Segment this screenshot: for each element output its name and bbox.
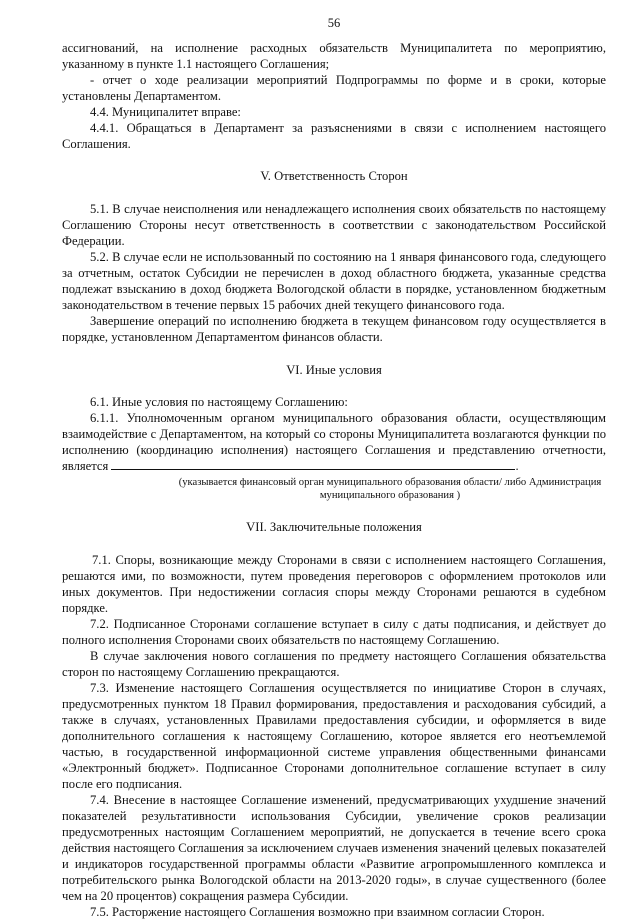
paragraph-7-5: 7.5. Расторжение настоящего Соглашения возможно при взаимном согласии Сторон. (90, 905, 545, 919)
fill-in-note: (указывается финансовый орган муниципального образования области/ либо Администрация муниципального образования ) (178, 477, 602, 501)
page-number: 56 (327, 16, 341, 30)
paragraph-6-1-1-text: 6.1.1. Уполномоченным органом муниципального образования области, осуществляющим взаимодействие с Департаментом, на который со стороны Муниципалитета возлагаются функции по исполнению (координацию исполнения) настоящего Соглашения и представлению отчетности, является (62, 411, 606, 473)
paragraph-report: - отчет о ходе реализации мероприятий Подпрограммы по форме и в сроки, которые установлены Департаментом. (62, 73, 606, 103)
paragraph-6-1: 6.1. Иные условия по настоящему Соглашению: (90, 395, 348, 409)
paragraph-7-2: 7.2. Подписанное Сторонами соглашение вступает в силу с даты подписания, и действует до полного исполнения Сторонами своих обязательств по настоящему Соглашению. (62, 617, 606, 647)
paragraph-7-4: 7.4. Внесение в настоящее Соглашение изменений, предусматривающих ухудшение значений показателей результативности использования Субсидии, увеличение сроков реализации предусмотренных настоящим Соглашением мероприятий, не допускается в течение всего срока действия настоящего Соглашения за исключением случаев изменения значений целевых показателей и индикаторов государственной программы области «Развитие агропромышленного комплекса и потребительского рынка Вологодской области на 2013-2020 годы», в случае существенного (более чем на 20 процентов) сокращения размера Субсидии. (62, 793, 606, 903)
paragraph-5-2-completion: Завершение операций по исполнению бюджета в текущем финансовом году осуществляется в порядке, установленном Департаментом финансов области. (62, 314, 606, 344)
paragraph-7-1: 7.1. Споры, возникающие между Сторонами в связи с исполнением настоящего Соглашения, решаются ими, по возможности, путем проведения переговоров с оформлением протоколов или иных документов. При недостижении согласия споры между Сторонами решаются в судебном порядке. (62, 553, 606, 615)
paragraph-7-2-new-agreement: В случае заключения нового соглашения по предмету настоящего Соглашения обязательства сторон по настоящему Соглашению прекращаются. (62, 649, 606, 679)
section-5-heading: V. Ответственность Сторон (260, 169, 408, 183)
paragraph-4-4: 4.4. Муниципалитет вправе: (90, 105, 241, 119)
paragraph-6-1-1 (62, 410, 606, 474)
paragraph-5-1: 5.1. В случае неисполнения или ненадлежащего исполнения своих обязательств по настоящему Соглашению Стороны несут ответственность в соответствии с законодательством Российской Федерации. (62, 202, 606, 248)
paragraph-4-4-1: 4.4.1. Обращаться в Департамент за разъяснениями в связи с исполнением настоящего Соглашения. (62, 121, 606, 151)
paragraph-continuation: ассигнований, на исполнение расходных обязательств Муниципалитета по мероприятию, указанному в пункте 1.1 настоящего Соглашения; (62, 41, 606, 71)
fill-in-line (111, 458, 515, 470)
section-6-heading: VI. Иные условия (286, 363, 382, 377)
paragraph-7-3: 7.3. Изменение настоящего Соглашения осуществляется по инициативе Сторон в случаях, предусмотренных пунктом 18 Правил формирования, предоставления и расходования субсидий, а также в случаях, установленных Правилами предоставления субсидии, и оформляется в виде дополнительного соглашения к настоящему Соглашению, которое является его неотъемлемой частью, в государственной информационной системе управления общественными финансами «Электронный бюджет». Подписанное Сторонами дополнительное соглашение вступает в силу после его подписания. (62, 681, 606, 791)
paragraph-6-1-1-end: . (515, 459, 519, 473)
paragraph-5-2: 5.2. В случае если не использованный по состоянию на 1 января финансового года, следующего за отчетным, остаток Субсидии не перечислен в доход областного бюджета, указанные средства подлежат взысканию в доход бюджета Вологодской области в порядке, установленном бюджетным законодательством в течение первых 15 рабочих дней текущего финансового года. (62, 250, 606, 312)
section-7-heading: VII. Заключительные положения (246, 520, 422, 534)
